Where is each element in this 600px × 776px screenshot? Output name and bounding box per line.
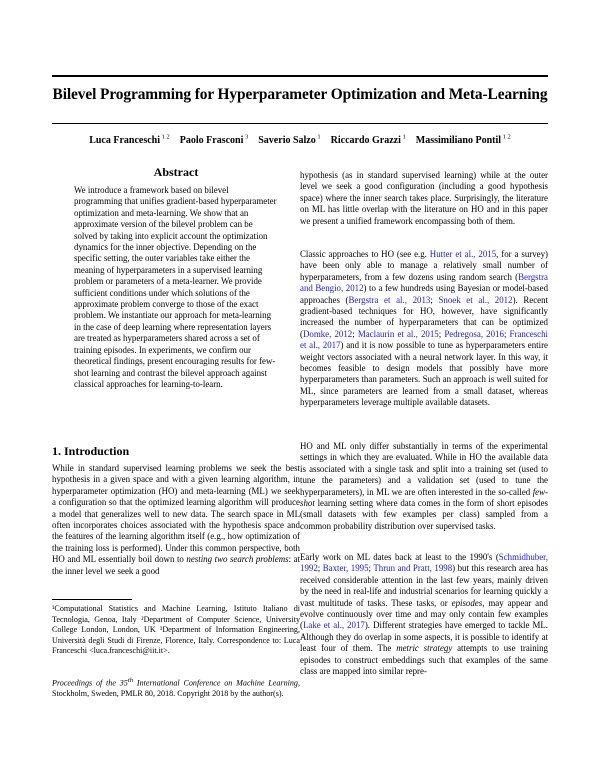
text-run: ) to a few hundreds using Bayesian or model-based approaches ( xyxy=(300,283,549,305)
citation-link[interactable]: Baxter, 1995 xyxy=(322,563,369,574)
citation-link[interactable]: Lake et al., 2017 xyxy=(302,620,365,631)
author-affiliation-mark: 3 xyxy=(243,133,249,141)
text-run: HO and ML only differ substantially in terms of the experimental settings in which they are evaluated. While in HO the available data is associated with a single task and split into a training set (used to tune the parameters) and a validation set (used to tune the hyperparameters), in ML we are often interested in the so-called xyxy=(300,441,548,497)
text-run: , may appear and evolve continuously over time and may only contain few examples ( xyxy=(300,597,548,631)
text-run: ). Different strategies have emerged to tackle ML. Although they do overlap in some aspects, it is possible to identify at least four of them. The xyxy=(300,620,548,654)
author-name-text: Saverio Salzo xyxy=(258,135,316,146)
text-run: Proceedings of the 35 xyxy=(52,678,128,688)
citation-link[interactable]: Domke, 2012 xyxy=(302,328,353,339)
author-affiliation-mark: 1 xyxy=(400,133,406,141)
text-run: ; xyxy=(352,328,358,339)
citation-link[interactable]: Pedregosa, 2016 xyxy=(444,328,504,339)
text-run: ) but this research area has received considerable attention in the last few years, mainly driven by the need in real-life and industrial scenarios for learning quickly a vast multitude of tasks. These tasks, or xyxy=(300,563,548,608)
citation-link[interactable]: Hutter et al., 2015 xyxy=(429,249,497,259)
author-name xyxy=(180,135,248,146)
abstract-text: We introduce a framework based on bilevel programming that unifies gradient-based hyperparameter optimization and meta-learning. We show that an approximate version of the bilevel problem can be solved by taking into explicit account the optimization dynamics for the inner objective. Depending on the specific setting, the outer variables take either the meaning of hyperparameters in a supervised learning problem or parameters of a meta-learner. We provide sufficient conditions under which solutions of the approximate problem converge to those of the exact problem. We instantiate our approach for meta-learning in the case of deep learning where representation layers are treated as hyperparameters shared across a set of training episodes. In experiments, we confirm our theoretical findings, present encouraging results for few-shot learning and contrast the bilevel approach against classical approaches for learning-to-learn. xyxy=(74,185,277,389)
author-name xyxy=(416,135,511,146)
section-heading-introduction: 1. Introduction xyxy=(52,444,130,458)
author-affiliation-mark: 1 2 xyxy=(501,133,511,141)
footnote-rule xyxy=(52,599,132,600)
author-name xyxy=(331,135,406,146)
intro-paragraph-5 xyxy=(300,552,548,677)
paper-title: Bilevel Programming for Hyperparameter Optimization and Meta-Learning xyxy=(52,86,548,103)
citation-link[interactable]: Schmidhuber, 1992 xyxy=(300,552,548,574)
text-run: ; xyxy=(503,328,510,339)
author-list xyxy=(52,135,548,146)
intro-paragraph-4 xyxy=(300,441,548,532)
author-name xyxy=(89,135,170,146)
author-name-text: Paolo Frasconi xyxy=(179,135,244,146)
citation-link[interactable]: Bergstra et al., 2013 xyxy=(348,294,431,305)
author-name-text: Massimiliano Pontil xyxy=(415,135,502,146)
citation-link[interactable]: Bergstra and Bengio, 2012 xyxy=(300,271,548,294)
text-run: , Stockholm, Sweden, PMLR 80, 2018. Copyright 2018 by the author(s). xyxy=(52,678,300,699)
intro-paragraph-2: hypothesis (as in standard supervised learning) while at the outer level we seek a good configuration (including a good hypothesis space) where the inner search takes place. Surprisingly, the literature on ML has little overlap with the literature on HO and in this paper we present a unified framework encompassing both of them. xyxy=(300,170,548,226)
text-run: ; xyxy=(317,563,323,574)
text-run: ) and it is now possible to tune as hyperparameters entire weight vectors associated with a neural network layer. In this way, it becomes feasible to design models that possibly have more hyperparameters than parameters. Such an approach is well suited for ML, since parameters are learned from a small dataset, whereas hyperparameters leverage multiple available datasets. xyxy=(300,340,548,408)
citation-link[interactable]: Maclaurin et al., 2015 xyxy=(357,328,439,339)
text-run: While in standard supervised learning problems we seek the best hypothesis in a given space and with a given learning algorithm, in hyperparameter optimization (HO) and meta-learning (ML) we seek a configuration so that the optimized learning algorithm will produce a model that generalizes well to new data. The search space in ML often incorporates choices associated with the hypothesis space and the features of the learning algorithm itself (e.g., how optimization of the training loss is performed). Under this common perspective, both HO and ML essentially boil down to xyxy=(52,463,300,565)
text-run: metric strategy xyxy=(396,643,453,654)
text-run: Early work on ML dates back at least to the 1990's ( xyxy=(300,552,499,562)
text-run: few-shot xyxy=(300,486,548,509)
author-affiliation-mark: 1 xyxy=(315,133,321,141)
text-run: ; xyxy=(438,328,445,339)
author-affiliation-mark: 1 2 xyxy=(160,133,170,141)
text-run: International Conference on Machine Learning xyxy=(133,678,298,688)
proceedings-note xyxy=(52,676,300,700)
text-run: th xyxy=(127,677,134,684)
text-run: learning setting where data comes in the form of short episodes (small datasets with few examples per class) sampled from a common probability distribution over supervised tasks. xyxy=(300,498,548,531)
citation-link[interactable]: Thrun and Pratt, 1998 xyxy=(373,563,453,574)
text-run: nesting two search problems xyxy=(186,554,289,565)
citation-link[interactable]: Snoek et al., 2012 xyxy=(438,294,513,305)
citation-link[interactable]: Franceschi et al., 2017 xyxy=(300,328,548,351)
author-name-text: Luca Franceschi xyxy=(89,135,161,146)
text-run: Classic approaches to HO (see e.g. xyxy=(300,249,430,259)
author-name xyxy=(258,135,320,146)
author-name-text: Riccardo Grazzi xyxy=(330,135,401,146)
title-top-rule xyxy=(52,75,548,77)
title-bottom-rule xyxy=(52,123,548,124)
text-run: , for a survey) have been only able to manage a relatively small number of hyperparameters, from a few dozens using random search ( xyxy=(300,249,548,282)
intro-paragraph-1 xyxy=(52,463,300,577)
text-run: ). Recent gradient-based techniques for HO, however, have significantly increased the number of hyperparameters that can be optimized ( xyxy=(300,294,549,339)
text-run: : at the inner level we seek a good xyxy=(52,554,301,576)
text-run: ; xyxy=(430,294,439,305)
intro-paragraph-3 xyxy=(300,249,548,409)
text-run: ; xyxy=(368,563,374,574)
abstract-heading: Abstract xyxy=(153,165,199,179)
text-run: episodes xyxy=(451,597,483,608)
affiliation-footnote: ¹Computational Statistics and Machine Learning, Istituto Italiano di Tecnologia, Genoa, Italy ²Department of Computer Science, University College London, London, UK ³Department of Information Engineering, Università degli Studi di Firenze, Florence, Italy. Correspondence to: Luca Franceschi <luca.franceschi@iit.it>. xyxy=(52,604,300,656)
text-run: attempts to use training episodes to construct embeddings such that examples of the same class are mapped into similar repre- xyxy=(300,643,548,677)
